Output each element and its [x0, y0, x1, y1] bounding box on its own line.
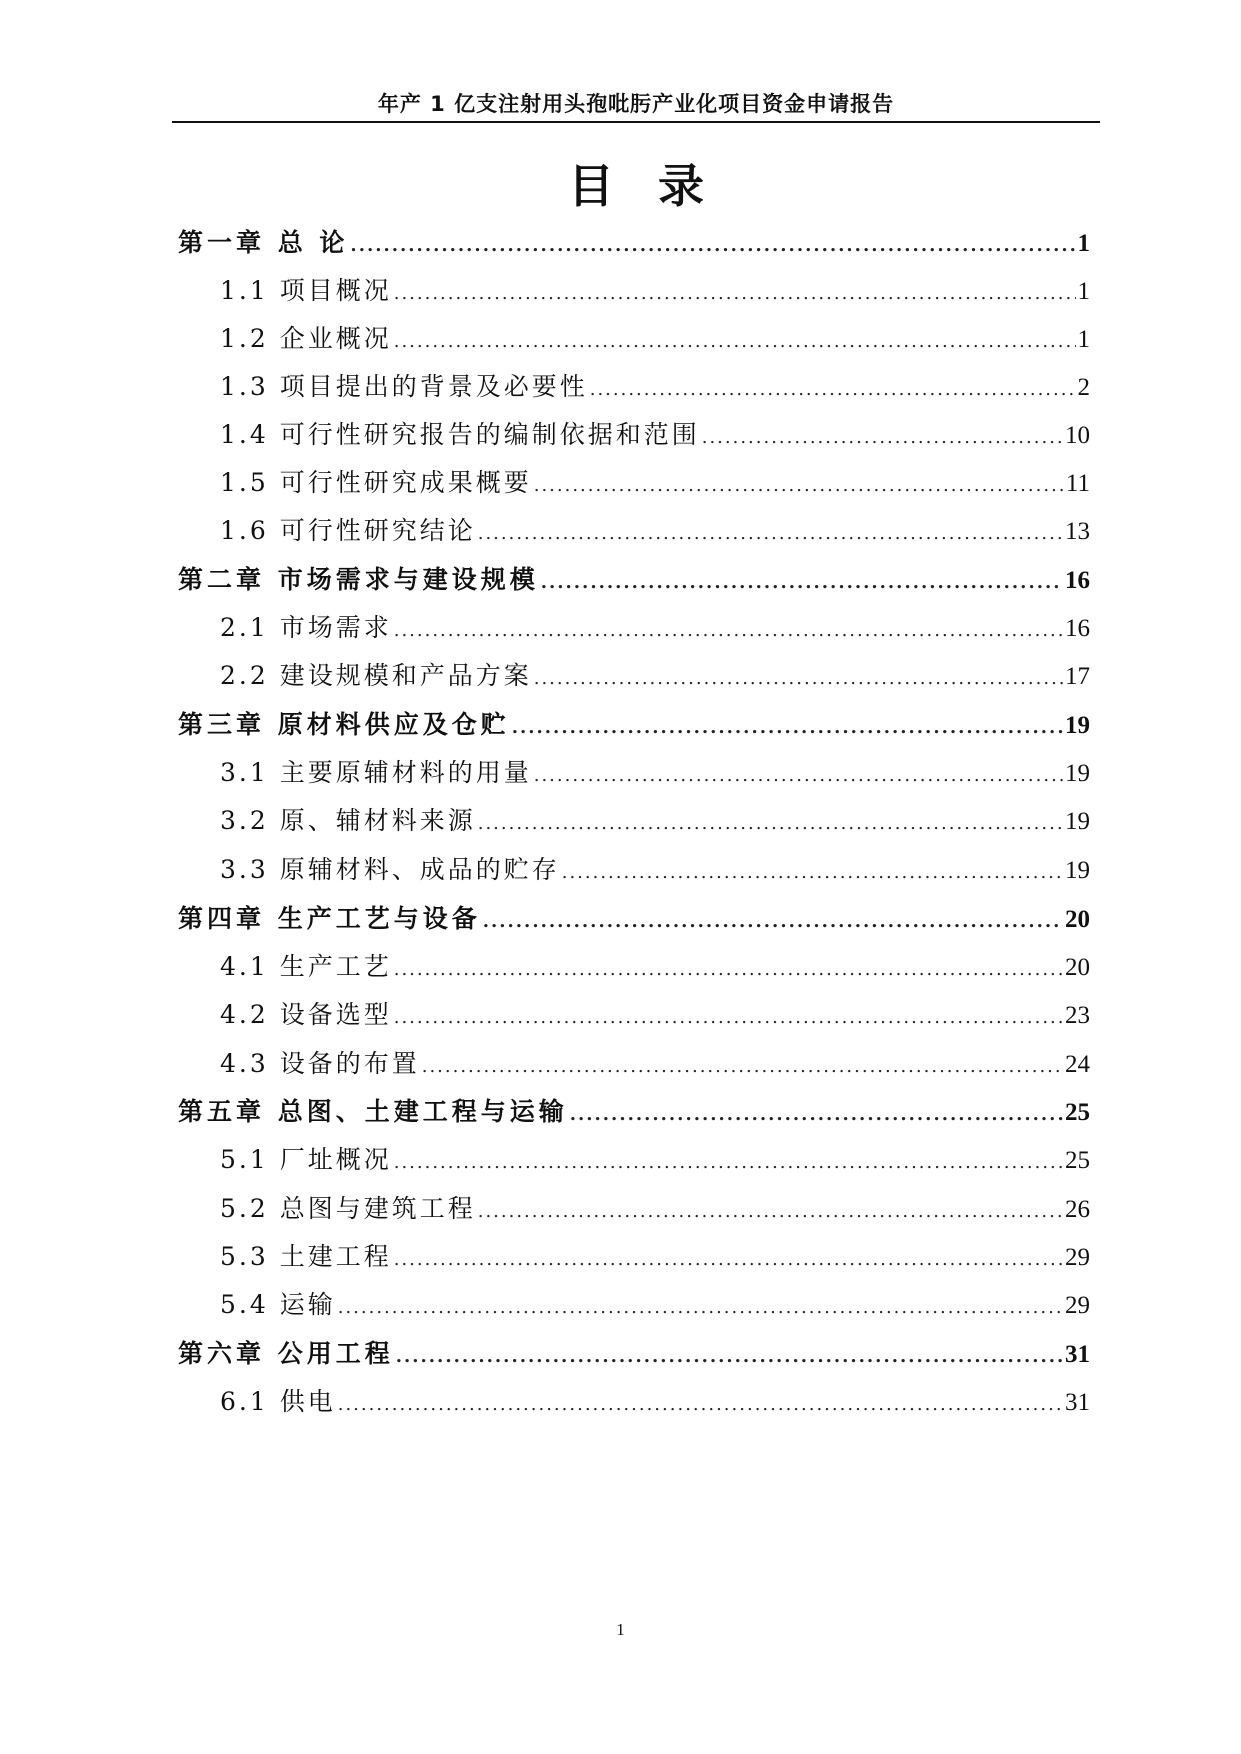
toc-entry-section-5-4[interactable]	[220, 1285, 1090, 1325]
toc-entry-page: 16	[1065, 615, 1090, 642]
toc-entry-label: 第一章 总 论	[178, 228, 349, 257]
toc-entry-page: 1	[1077, 278, 1090, 305]
toc-entry-label: 3.2 原、辅材料来源	[220, 806, 476, 835]
toc-entry-section-1-3[interactable]	[220, 367, 1090, 407]
toc-entry-label: 4.1 生产工艺	[220, 952, 392, 981]
dot-leader	[534, 756, 1063, 796]
toc-entry-page: 11	[1065, 470, 1090, 497]
running-header: 年产 1 亿支注射用头孢吡肟产业化项目资金申请报告	[377, 92, 895, 116]
toc-title: 目录	[568, 159, 748, 213]
dot-leader	[702, 418, 1063, 458]
toc-entry-chapter-2[interactable]	[178, 560, 1090, 600]
toc-entry-label: 1.5 可行性研究成果概要	[220, 468, 532, 497]
toc-entry-page: 31	[1065, 1389, 1090, 1416]
dot-leader	[338, 1385, 1063, 1425]
toc-entry-page: 29	[1065, 1292, 1090, 1319]
dot-leader	[483, 902, 1063, 942]
toc-entry-section-2-2[interactable]	[220, 656, 1090, 696]
toc-entry-section-3-3[interactable]	[220, 850, 1090, 890]
toc-entry-section-5-3[interactable]	[220, 1237, 1090, 1277]
toc-entry-page: 16	[1065, 567, 1090, 594]
toc-entry-chapter-3[interactable]	[178, 705, 1090, 745]
toc-entry-chapter-1[interactable]	[178, 223, 1090, 263]
toc-entry-section-6-1[interactable]	[220, 1382, 1090, 1422]
toc-entry-label: 5.4 运输	[220, 1290, 336, 1319]
toc-entry-label: 3.1 主要原辅材料的用量	[220, 758, 532, 787]
dot-leader	[478, 514, 1063, 554]
toc-entry-page: 19	[1065, 808, 1090, 835]
toc-entry-page: 31	[1065, 1341, 1090, 1368]
dot-leader	[512, 708, 1063, 748]
toc-entry-chapter-4[interactable]	[178, 899, 1090, 939]
toc-entry-page: 23	[1065, 1002, 1090, 1029]
dot-leader	[396, 1337, 1063, 1377]
toc-entry-label: 第四章 生产工艺与设备	[178, 904, 481, 933]
toc-entry-label: 3.3 原辅材料、成品的贮存	[220, 855, 560, 884]
dot-leader	[350, 226, 1075, 266]
toc-entry-section-1-2[interactable]	[220, 319, 1090, 359]
toc-entry-section-2-1[interactable]	[220, 608, 1090, 648]
dot-leader	[570, 1095, 1063, 1135]
toc-entry-section-1-5[interactable]	[220, 463, 1090, 503]
toc-entry-page: 20	[1065, 906, 1090, 933]
toc-entry-label: 5.2 总图与建筑工程	[220, 1194, 476, 1223]
dot-leader	[478, 1192, 1063, 1232]
toc-entry-chapter-5[interactable]	[178, 1092, 1090, 1132]
toc-entry-section-4-3[interactable]	[220, 1044, 1090, 1084]
toc-entry-label: 第二章 市场需求与建设规模	[178, 565, 539, 594]
toc-entry-section-1-4[interactable]	[220, 415, 1090, 455]
dot-leader	[478, 804, 1063, 844]
dot-leader	[590, 370, 1076, 410]
dot-leader	[394, 1143, 1063, 1183]
toc-entry-page: 2	[1077, 374, 1090, 401]
dot-leader	[541, 563, 1063, 603]
toc-entry-label: 4.2 设备选型	[220, 1000, 392, 1029]
toc-entry-label: 1.2 企业概况	[220, 324, 392, 353]
toc-entry-page: 29	[1065, 1244, 1090, 1271]
dot-leader	[394, 950, 1063, 990]
toc-entry-chapter-6[interactable]	[178, 1334, 1090, 1374]
toc-entry-label: 1.3 项目提出的背景及必要性	[220, 372, 588, 401]
toc-entry-page: 19	[1065, 760, 1090, 787]
toc-entry-label: 第三章 原材料供应及仓贮	[178, 710, 510, 739]
toc-entry-page: 19	[1065, 857, 1090, 884]
toc-entry-section-3-2[interactable]	[220, 801, 1090, 841]
dot-leader	[394, 322, 1076, 362]
toc-entry-page: 25	[1065, 1099, 1090, 1126]
toc-entry-label: 第五章 总图、土建工程与运输	[178, 1097, 568, 1126]
dot-leader	[394, 274, 1076, 314]
dot-leader	[394, 611, 1063, 651]
toc-entry-label: 5.3 土建工程	[220, 1242, 392, 1271]
toc-entry-label: 1.4 可行性研究报告的编制依据和范围	[220, 420, 700, 449]
toc-entry-page: 17	[1065, 663, 1090, 690]
dot-leader	[534, 659, 1063, 699]
toc-entry-page: 10	[1065, 422, 1090, 449]
toc-entry-section-3-1[interactable]	[220, 753, 1090, 793]
toc-entry-page: 20	[1065, 954, 1090, 981]
toc-entry-label: 5.1 厂址概况	[220, 1145, 392, 1174]
dot-leader	[534, 466, 1064, 506]
dot-leader	[422, 1047, 1063, 1087]
toc-entry-section-1-6[interactable]	[220, 511, 1090, 551]
toc-entry-label: 2.2 建设规模和产品方案	[220, 661, 532, 690]
toc-entry-section-5-1[interactable]	[220, 1140, 1090, 1180]
page-number: 1	[616, 1620, 625, 1639]
toc-entry-page: 19	[1065, 712, 1090, 739]
toc-entry-page: 24	[1065, 1051, 1090, 1078]
toc-entry-label: 1.1 项目概况	[220, 276, 392, 305]
toc-entry-page: 1	[1077, 326, 1090, 353]
toc-entry-label: 2.1 市场需求	[220, 613, 392, 642]
toc-entry-page: 1	[1077, 230, 1090, 257]
dot-leader	[338, 1288, 1063, 1328]
toc-entry-section-4-2[interactable]	[220, 995, 1090, 1035]
dot-leader	[562, 853, 1063, 893]
toc-entry-label: 4.3 设备的布置	[220, 1049, 420, 1078]
toc-entry-page: 13	[1065, 518, 1090, 545]
dot-leader	[394, 1240, 1063, 1280]
toc-entry-page: 25	[1065, 1147, 1090, 1174]
toc-entry-section-4-1[interactable]	[220, 947, 1090, 987]
toc-entry-page: 26	[1065, 1196, 1090, 1223]
toc-entry-label: 6.1 供电	[220, 1387, 336, 1416]
toc-entry-section-5-2[interactable]	[220, 1189, 1090, 1229]
toc-entry-section-1-1[interactable]	[220, 271, 1090, 311]
toc-entry-label: 1.6 可行性研究结论	[220, 516, 476, 545]
toc-entry-label: 第六章 公用工程	[178, 1339, 394, 1368]
dot-leader	[394, 998, 1063, 1038]
